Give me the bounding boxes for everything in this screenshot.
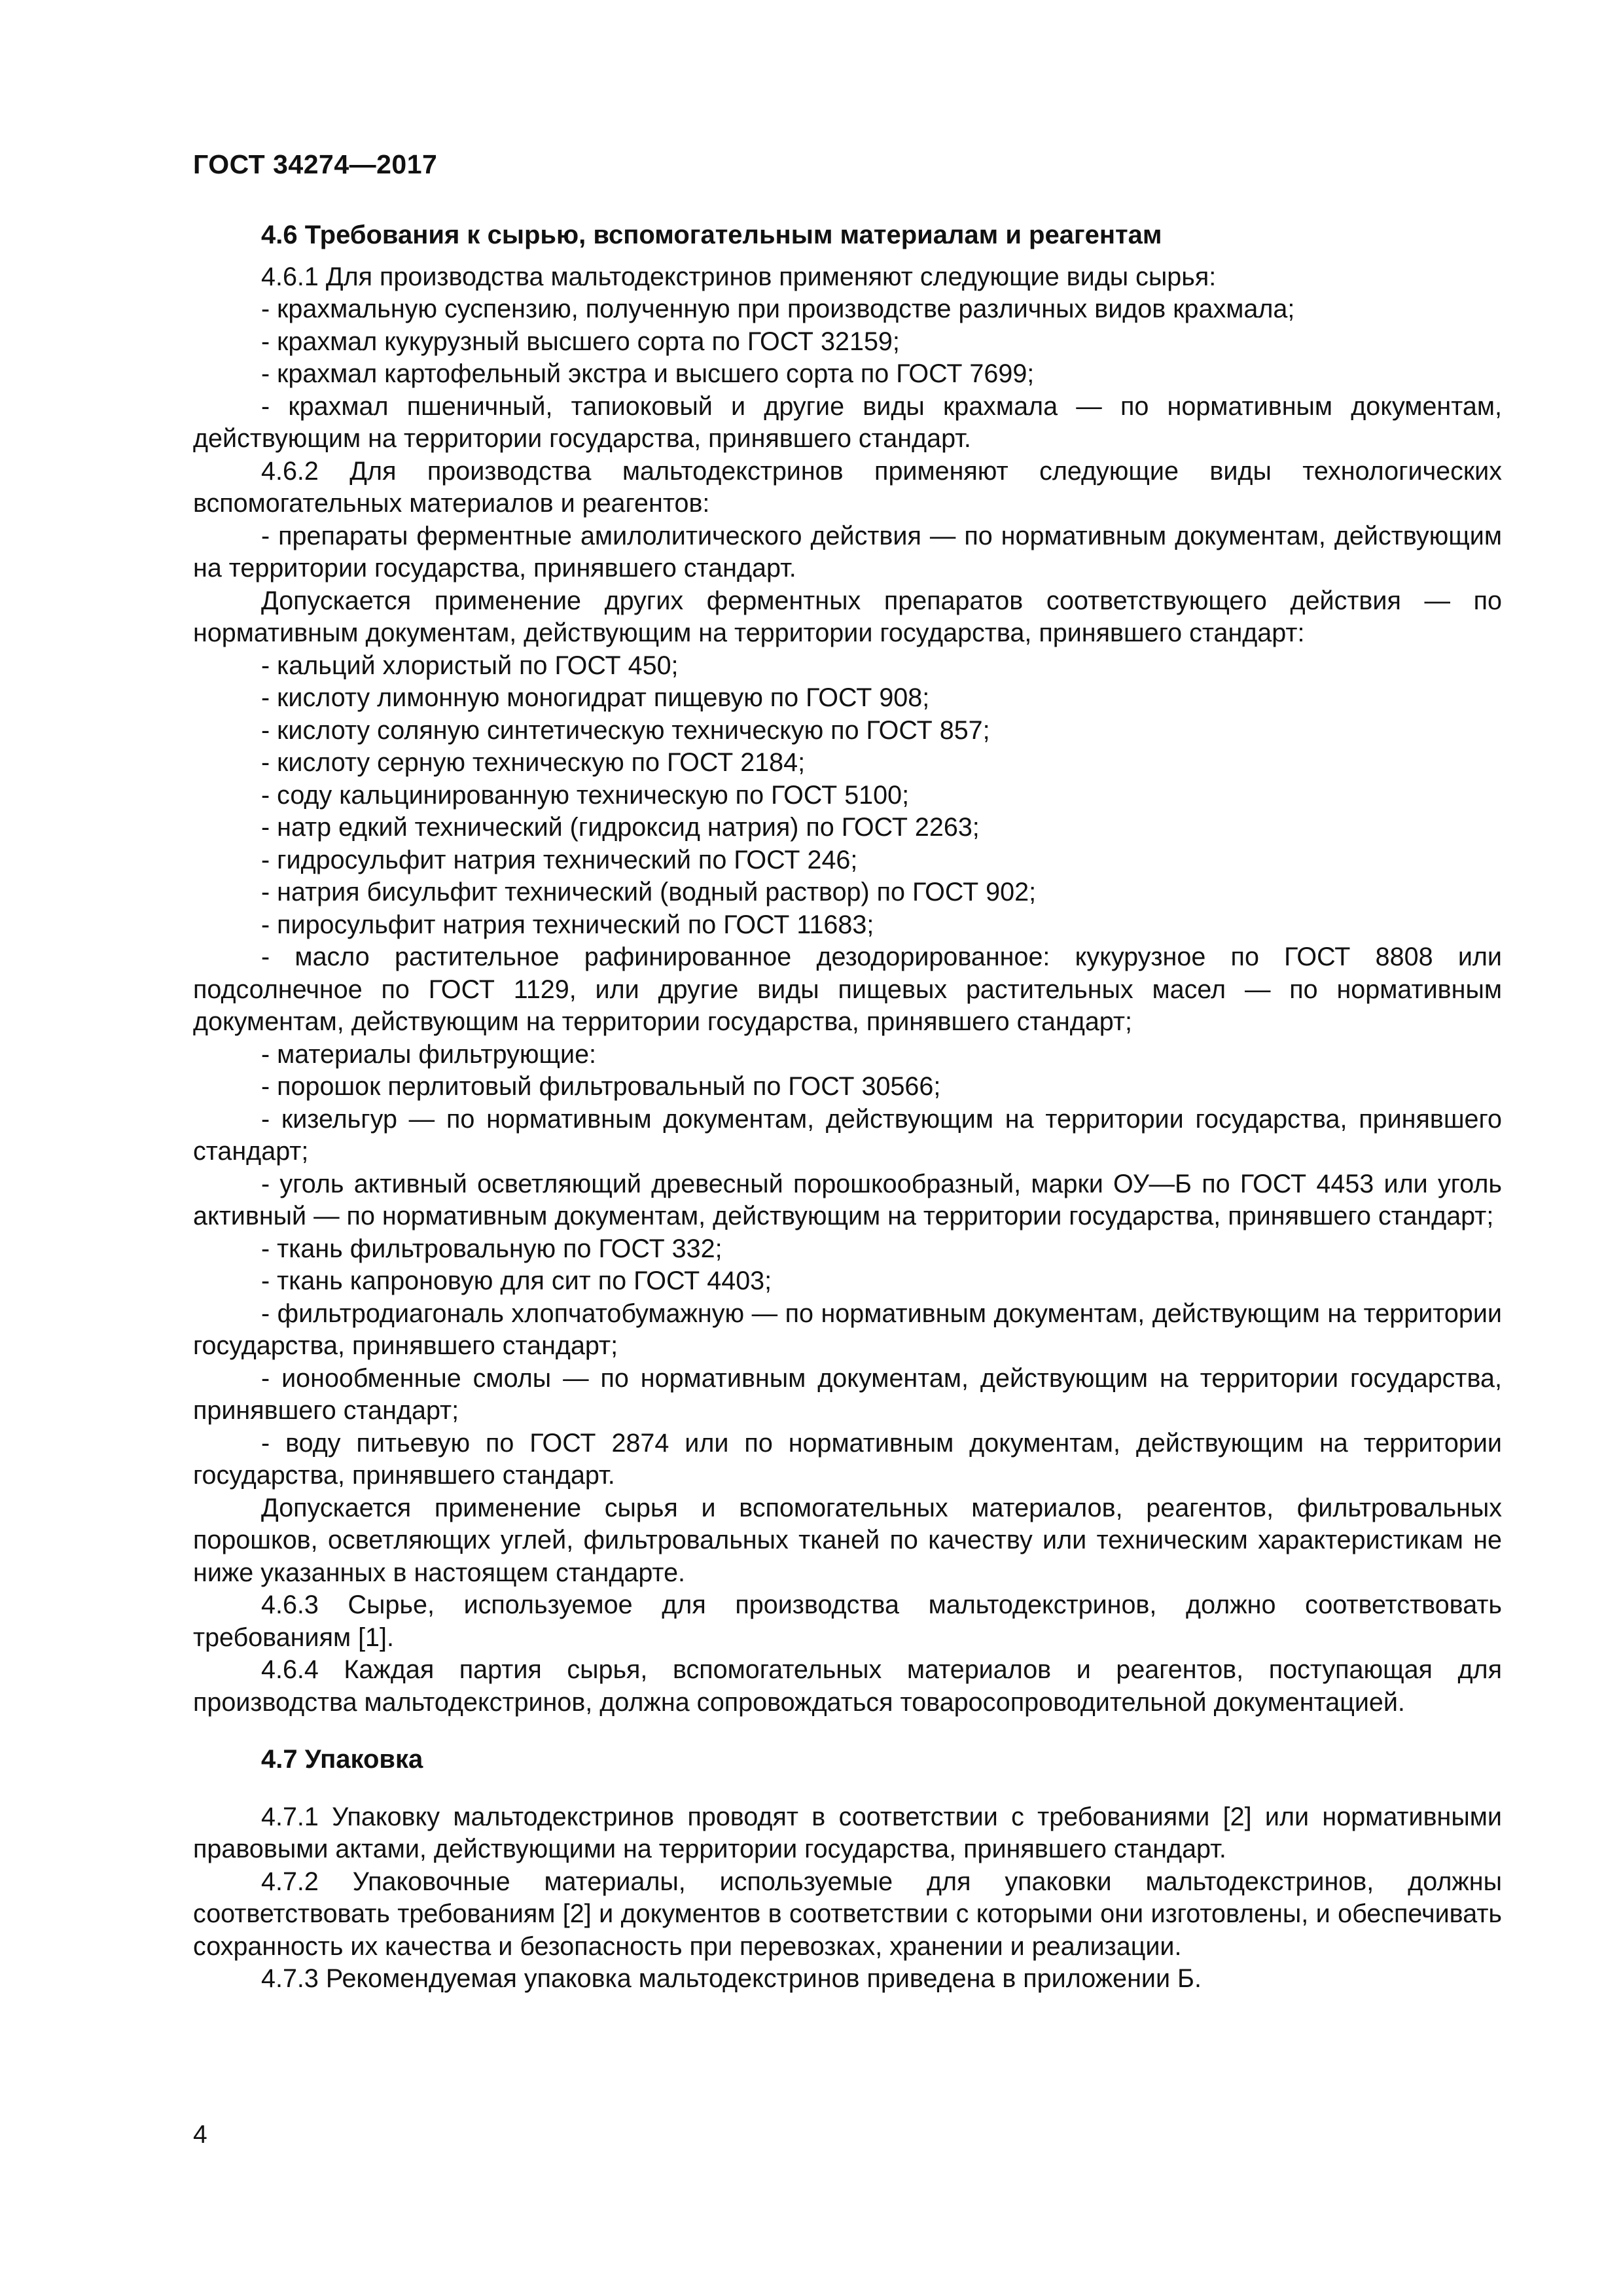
paragraph-4-7-2: 4.7.2 Упаковочные материалы, используемые для упаковки мальтодекстринов, должны соответствовать требованиям [2] и документов в соответствии с которыми они изготовлены, и обеспечивать сохранность их качества и безопасность при перевозках, хранении и реализации. xyxy=(193,1867,1502,1961)
list-item: - порошок перлитовый фильтровальный по ГОСТ 30566; xyxy=(261,1072,941,1101)
paragraph-permission: Допускается применение других ферментных препаратов соответствующего действия — по нормативным документам, действующим на территории государства, принявшего стандарт: xyxy=(193,586,1502,647)
list-item: - ткань фильтровальную по ГОСТ 332; xyxy=(261,1234,722,1263)
list-item: - препараты ферментные амилолитического действия — по нормативным документам, действующим на территории государства, принявшего стандарт. xyxy=(193,521,1502,583)
list-item: - кислоту лимонную моногидрат пищевую по ГОСТ 908; xyxy=(261,683,930,712)
list-item: - кальций хлористый по ГОСТ 450; xyxy=(261,651,679,680)
paragraph-4-6-1: 4.6.1 Для производства мальтодекстринов применяют следующие виды сырья: xyxy=(261,262,1217,291)
paragraph-permission-materials: Допускается применение сырья и вспомогательных материалов, реагентов, фильтровальных порошков, осветляющих углей, фильтровальных тканей по качеству или техническим характеристикам не ниже указанных в настоящем стандарте. xyxy=(193,1493,1502,1587)
section-heading-4-6: 4.6 Требования к сырью, вспомогательным материалам и реагентам xyxy=(261,221,1162,249)
list-item: - крахмал картофельный экстра и высшего сорта по ГОСТ 7699; xyxy=(261,359,1035,388)
list-item: - масло растительное рафинированное дезодорированное: кукурузное по ГОСТ 8808 или подсолнечное по ГОСТ 1129, или другие виды пищевых растительных масел — по нормативным документам, действующим на территории государства, принявшего стандарт; xyxy=(193,942,1502,1036)
list-item: - пиросульфит натрия технический по ГОСТ 11683; xyxy=(261,910,874,939)
list-item: - кислоту соляную синтетическую техническую по ГОСТ 857; xyxy=(261,715,990,745)
list-item: - кизельгур — по нормативным документам, действующим на территории государства, принявшего стандарт; xyxy=(193,1104,1502,1166)
document-code-header: ГОСТ 34274—2017 xyxy=(193,149,438,179)
page-number: 4 xyxy=(193,2121,207,2149)
list-item: - материалы фильтрующие: xyxy=(261,1039,597,1069)
list-item: - крахмал пшеничный, тапиоковый и другие виды крахмала — по нормативным документам, действующим на территории государства, принявшего стандарт. xyxy=(193,391,1502,453)
list-item: - уголь активный осветляющий древесный порошкообразный, марки ОУ—Б по ГОСТ 4453 или уголь активный — по нормативным документам, действующим на территории государства, принявшего стандарт; xyxy=(193,1169,1502,1230)
paragraph-4-7-3: 4.7.3 Рекомендуемая упаковка мальтодекстринов приведена в приложении Б. xyxy=(261,1964,1202,1993)
list-item: - кислоту серную техническую по ГОСТ 2184; xyxy=(261,748,806,777)
list-item: - ткань капроновую для сит по ГОСТ 4403; xyxy=(261,1266,772,1295)
section-heading-4-7: 4.7 Упаковка xyxy=(261,1745,423,1774)
paragraph-4-7-1: 4.7.1 Упаковку мальтодекстринов проводят в соответствии с требованиями [2] или нормативными правовыми актами, действующими на территории государства, принявшего стандарт. xyxy=(193,1802,1502,1863)
paragraph-4-6-3: 4.6.3 Сырье, используемое для производства мальтодекстринов, должно соответствовать требованиям [1]. xyxy=(193,1590,1502,1652)
list-item: - соду кальцинированную техническую по ГОСТ 5100; xyxy=(261,780,910,810)
list-item: - натрия бисульфит технический (водный раствор) по ГОСТ 902; xyxy=(261,878,1037,906)
list-item: - воду питьевую по ГОСТ 2874 или по нормативным документам, действующим на территории государства, принявшего стандарт. xyxy=(193,1428,1502,1490)
list-item: - фильтродиагональ хлопчатобумажную — по нормативным документам, действующим на территории государства, принявшего стандарт; xyxy=(193,1299,1502,1360)
paragraph-4-6-2: 4.6.2 Для производства мальтодекстринов применяют следующие виды технологических вспомогательных материалов и реагентов: xyxy=(193,456,1502,518)
list-item: - натр едкий технический (гидроксид натрия) по ГОСТ 2263; xyxy=(261,813,980,842)
list-item: - крахмал кукурузный высшего сорта по ГОСТ 32159; xyxy=(261,327,900,356)
paragraph-4-6-4: 4.6.4 Каждая партия сырья, вспомогательных материалов и реагентов, поступающая для производства мальтодекстринов, должна сопровождаться товаросопроводительной документацией. xyxy=(193,1655,1502,1717)
list-item: - гидросульфит натрия технический по ГОСТ 246; xyxy=(261,845,858,874)
list-item: - крахмальную суспензию, полученную при производстве различных видов крахмала; xyxy=(261,295,1295,323)
document-body xyxy=(193,219,1502,1996)
list-item: - ионообменные смолы — по нормативным документам, действующим на территории государства, принявшего стандарт; xyxy=(193,1363,1502,1425)
